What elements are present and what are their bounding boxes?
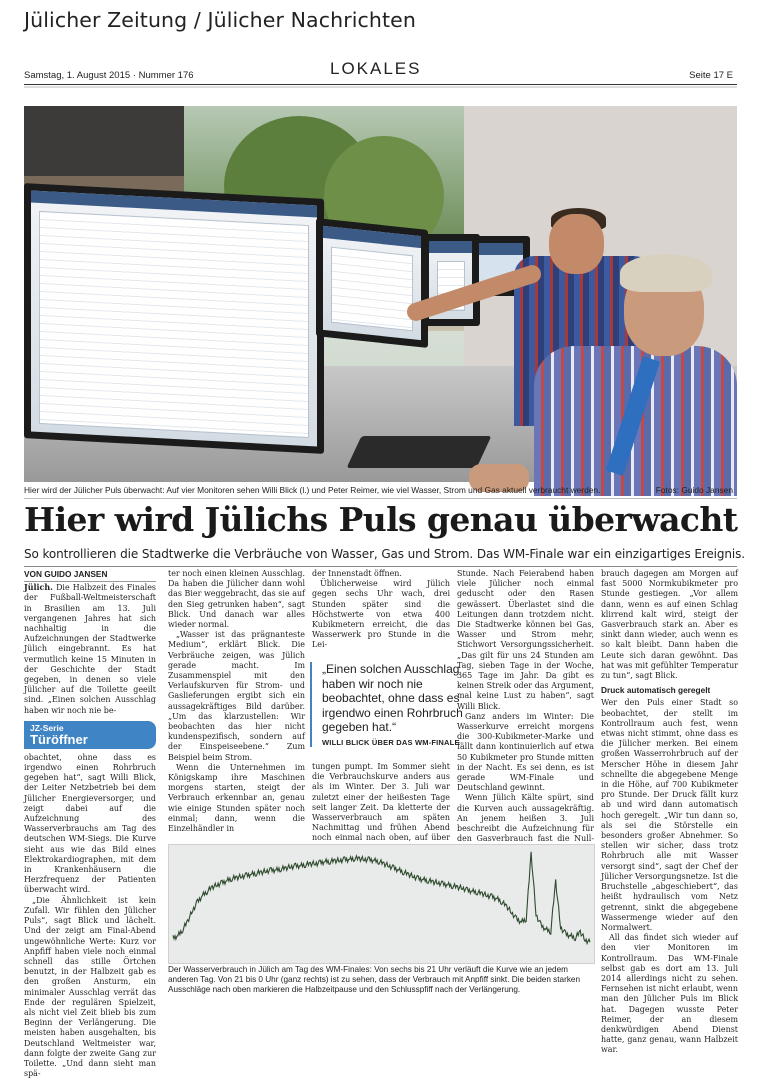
article-rule bbox=[24, 566, 737, 567]
caption-rule bbox=[24, 498, 737, 499]
paragraph: All das findet sich wieder auf den vier Monitoren im Kontrollraum. Das WM-Finale selbst gab es dort am 13. Juli 2014 allerdings nicht zu sehen. Fernsehen ist nicht erlaubt, wenn man den Jülicher Puls im Blick hat. Dagegen wusste Peter Reimer, der an diesem denkwürdigen Abend Dienst hatte, ganz genau, wann Halbzeit war. bbox=[601, 933, 738, 1055]
paragraph-text: Die Halbzeit des Finales der Fußball-Weltmeisterschaft in Brasilien am 13. Juli vergangenen Jahres hat sich nachhaltig in die Aufzeichnungen der Stadtwerke Jülich eingebrannt. Es hat vermutlich keine 15 Minuten in der Geschichte der Stadt gegeben, in denen so viele Jülicher auf die Toilette geeilt sind. „Einen solchen Ausschlag haben wir noch nie be- bbox=[24, 583, 156, 715]
screen-grid bbox=[39, 211, 309, 438]
article-column-1 bbox=[24, 569, 156, 1079]
paragraph: „Die Ähnlichkeit ist kein Zufall. Wir fühlen den Jülicher Puls“, sagt Blick und lächelt. Und der zeigt am Final-Abend ungewöhnliche Werte: Kurz vor Anpfiff haben viele noch einmal schnell das stille Örtchen benutzt, in der Halbzeit gab es den großen Ansturm, ein minimaler Ausschlag verrät das Ende der regulären Spielzeit, als nicht viel Zeit blieb bis zum Beginn der Verlängerung. Die meisten haben ausgehalten, bis Deutschland Weltmeister war, dann folgte der zweite Gang zur Toilette. „Und dann sieht man spä- bbox=[24, 895, 156, 1079]
chart-plot bbox=[169, 845, 594, 963]
consumption-line bbox=[173, 852, 590, 944]
page-number: Seite 17 E bbox=[689, 70, 733, 81]
dateline: Samstag, 1. August 2015 · Nummer 176 bbox=[24, 70, 194, 81]
dateline-lead: Jülich. bbox=[24, 583, 53, 593]
monitor bbox=[316, 218, 428, 348]
masthead: Jülicher Zeitung / Jülicher Nachrichten bbox=[24, 8, 416, 32]
person-standing-head bbox=[549, 214, 604, 274]
photo-caption: Hier wird der Jülicher Puls überwacht: Auf vier Monitoren sehen Willi Blick (l.) und Peter Reimer, wie viel Wasser, Strom und Gas aktuell verbraucht werden. bbox=[24, 485, 601, 495]
series-badge bbox=[24, 721, 156, 749]
paragraph: tungen pumpt. Im Sommer sieht die Verbrauchskurve anders aus als im Winter. Der 3. Juli war zuletzt einer der heißesten Tage seit langer Zeit. Da kletterte der Wasserverbrauch am späten Nachmittag und frühen Abend noch einmal nach oben, auf über bbox=[312, 762, 450, 843]
paragraph: Wer den Puls einer Stadt so beobachtet, der stellt im Kontrollraum auch fest, wenn etwas nicht stimmt, ohne dass es die Jülicher merken. Bei einem großen Wasserrohrbruch auf der Merscher Höhe in diesem Jahr schnellte die abgegebene Menge in die Höhe, auf 700 Kubikmeter pro Stunde. Der Druck fällt kurz ab und wird dann automatisch hoch geregelt. „Wir tun dann so, als sei die Störstelle ein besonders großer Abnehmer. So stellen wir sicher, dass trotz Rohrbruch alle mit Wasser versorgt sind“, sagt der Chef der Jülicher Versorgungsnetze. Ist die Bruchstelle „abgeschiebert“, das heißt hydraulisch vom Netz getrennt, sinkt die abgegebene Wassermenge wieder auf den Normalwert. bbox=[601, 698, 738, 932]
monitor bbox=[24, 183, 324, 454]
paragraph: der Innenstadt öffnen. bbox=[312, 569, 402, 578]
paragraph: obachtet, ohne dass es irgendwo einen Rohrbruch gegeben hat“, sagt Willi Blick, der Leiter Netzbetrieb bei dem Jülicher Energieversorger, und zeigt dabei auf die Aufzeichnung des Wasserverbrauchs am Tag des deutschen WM-Siegs. Die Kurve sieht aus wie das Bild eines Elektrokardiographen, mit dem in Krankenhäusern die Herzfrequenz der Patienten überwacht wird. bbox=[24, 752, 156, 895]
water-consumption-chart bbox=[168, 844, 595, 964]
person-seated-hair bbox=[620, 254, 712, 292]
header-rule bbox=[24, 84, 737, 85]
pull-quote-text: „Einen solchen Ausschlag haben wir noch nie beobachtet, ohne dass es irgendwo einen Rohrbruch gegeben hat.“ bbox=[322, 662, 463, 734]
photo-credit: Fotos: Guido Jansen bbox=[655, 485, 733, 495]
paragraph: „Wasser ist das prägnanteste Medium“, erklärt Blick. Die Verbräuche zeigen, was Jülich gerade macht. Im Zusammenspiel mit den Verlaufskurven für Strom- und Gaslieferungen ergibt sich ein aussagekräftiges Bild darüber. „Um das klarzustellen: Wir beobachten das hier nicht kundenspezifisch, sondern auf der Einspeiseebene.“ Zum Beispiel beim Strom. bbox=[168, 630, 305, 762]
header-rule-shadow bbox=[24, 86, 737, 88]
paragraph: Wenn die Unternehmen im Königskamp ihre Maschinen morgens starten, steigt der Verbrauch erkennbar an, genau wie einige Stunden später noch einmal; dann, wenn die Einzelhändler in bbox=[168, 762, 305, 834]
article-column-4 bbox=[457, 569, 594, 844]
screen-grid bbox=[331, 247, 413, 332]
subheadline: So kontrollieren die Stadtwerke die Verbräuche von Wasser, Gas und Strom. Das WM-Finale war ein einzigartiges Ereignis. bbox=[24, 547, 746, 561]
article-column-3-top bbox=[312, 569, 450, 661]
paragraph: Stunde. Nach Feierabend haben viele Jülicher noch einmal geduscht oder den Rasen gewässert. Überlastet sind die Leitungen dann trotzdem nicht. Die Stadtwerke können bei Gas, Wasser und Strom mehr, Stichwort Versorgungssicherheit. „Das gilt für uns 24 Stunden am Tag, sieben Tage in der Woche, 365 Tage im Jahr. Da gibt es keinen Streik oder das Argument, mal keine Lust zu haben“, sagt Willi Blick. bbox=[457, 569, 594, 711]
pull-quote bbox=[310, 662, 468, 747]
headline: Hier wird Jülichs Puls genau überwacht bbox=[24, 500, 738, 539]
monitor-screen bbox=[323, 226, 421, 340]
article-column-2 bbox=[168, 569, 305, 839]
screen-titlebar bbox=[429, 241, 473, 253]
series-title: Türöffner bbox=[30, 731, 88, 747]
control-room-photo bbox=[24, 106, 737, 482]
photo-roof bbox=[24, 106, 194, 176]
screen-titlebar bbox=[479, 243, 523, 255]
paragraph bbox=[24, 583, 156, 716]
keyboard bbox=[347, 436, 492, 468]
monitor-screen bbox=[31, 191, 317, 447]
subheading: Druck automatisch geregelt bbox=[601, 685, 711, 696]
article-column-3-bottom bbox=[312, 762, 450, 843]
pull-quote-source: WILLI BLICK ÜBER DAS WM-FINALE bbox=[322, 737, 460, 747]
paragraph: Wenn Jülich Kälte spürt, sind die Kurven auch aussagekräftig. An jenem heißen 3. Juli beschreibt die Aufzeichnung für den Gasverbrauch fast die Null- bbox=[457, 793, 594, 844]
section-title: LOKALES bbox=[330, 59, 422, 78]
article-column-5 bbox=[601, 569, 738, 1055]
series-label: JZ-Serie bbox=[30, 722, 64, 733]
byline: VON GUIDO JANSEN bbox=[24, 569, 156, 582]
paragraph: Üblicherweise wird Jülich gegen sechs Uhr wach, drei Stunden später sind die Höchstwerte von etwa 400 Kubikmetern erreicht, die das Wasserwerk pro Stunde in die Lei- bbox=[312, 579, 450, 650]
paragraph: brauch dagegen am Morgen auf fast 5000 Normkubikmeter pro Stunde gestiegen. „Vor allem dann, wenn es auf einen Schlag klirrend kalt wird, steigt der Gasverbrauch stark an. Aber es sinkt dann wieder, auch wenn es so kalt bleibt. Dann haben die Leute sich daran gewöhnt. Das hat was mit gefühlter Temperatur zu tun“, sagt Blick. bbox=[601, 569, 738, 681]
paragraph: Ganz anders im Winter: Die Wasserkurve erreicht morgens die 300-Kubikmeter-Marke und fällt dann kontinuierlich auf etwa 50 Kubikmeter pro Stunde mitten in der Nacht. Es sei denn, es ist gerade WM-Finale und Deutschland gewinnt. bbox=[457, 711, 594, 793]
paragraph: ter noch einen kleinen Ausschlag. Da haben die Jülicher dann wohl das Bier weggebracht, das sie auf den Sieg getrunken haben“, sagt Blick. Und danach war alles wieder normal. bbox=[168, 569, 305, 630]
screen-titlebar bbox=[323, 226, 421, 248]
chart-caption: Der Wasserverbrauch in Jülich am Tag des WM-Finales: Von sechs bis 21 Uhr verläuft die Kurve wie an jedem anderen Tag. Von 21 bis 0 Uhr (ganz rechts) ist zu sehen, dass der Verbrauch mit Anpfiff sinkt. Die beiden starken Ausschläge nach oben markieren die Halbzeitpause und den Schlusspfiff nach der Verlängerung. bbox=[168, 965, 581, 995]
